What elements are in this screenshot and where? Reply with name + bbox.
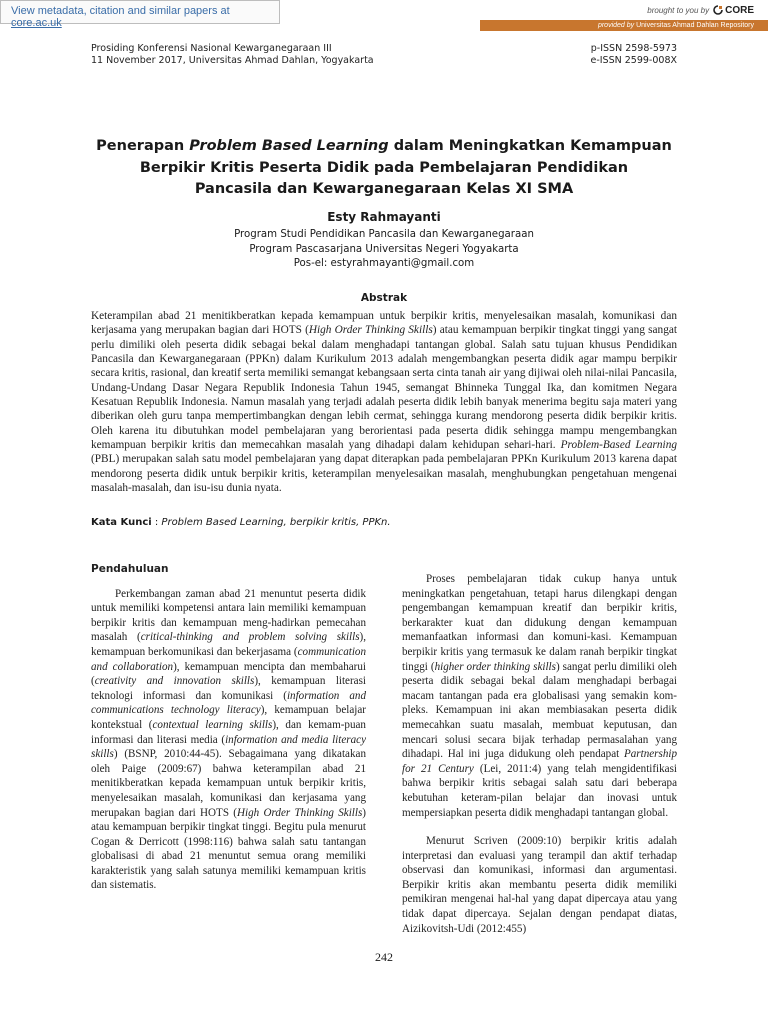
text-segment: ) (BSNP, 2010:44-45). Sebagaimana yang dikatakan oleh Paige (2009:67) bahwa keterampilan abad 21 menitikberatkan kepada kemampuan untuk berpikir kritis, menyelesaikan masalah, komunikasi dan kerjasama yang merupakan bagian dari HOTS ( <box>91 748 366 819</box>
text-segment: Perkembangan zaman abad 21 menuntut peserta didik untuk memiliki kompetensi antara lain memiliki kemampuan berpikir kritis dan kemampuan meng-hadirkan pemecahan masalah ( <box>91 587 366 644</box>
abstract-body <box>91 309 677 495</box>
abstract-italic-1: High Order Thinking Skills <box>308 324 433 337</box>
italic-segment: higher order thinking skills <box>434 660 556 673</box>
text-segment: Proses pembelajaran tidak cukup hanya untuk meningkatkan pengetahuan, tetapi harus dilengkapi dengan pengembangan kemampuan kreatif dan berpikir kritis, berkarakter kuat dan didukung dengan kemampuan memanfaatkan informasi dan komuni-kasi. Kemampuan berpikir kritis yang termasuk ke dalam ranah berpikir tingkat tinggi ( <box>402 573 677 673</box>
abstract-italic-2: Problem-Based Learning <box>560 439 677 452</box>
brought-by-text: brought to you by <box>647 5 710 15</box>
author-name: Esty Rahmayanti <box>327 210 441 224</box>
italic-segment: critical-thinking and problem solving skills <box>140 631 360 644</box>
repository-link[interactable]: Universitas Ahmad Dahlan Repository <box>636 22 754 29</box>
e-issn: e-ISSN 2599-008X <box>590 55 677 66</box>
core-logo-icon <box>713 5 723 15</box>
abstract-heading: Abstrak <box>360 292 408 304</box>
metadata-text <box>11 5 279 29</box>
italic-segment: Partnership for 21 Century <box>402 748 677 775</box>
title-italic: Problem Based Learning <box>189 138 389 154</box>
conference-date: 11 November 2017, Universitas Ahmad Dahlan, Yogyakarta <box>91 55 374 66</box>
metadata-box <box>0 0 280 29</box>
issn-info <box>590 43 677 67</box>
abstract-text-1: Keterampilan abad 21 menitikberatkan kepada kemampuan untuk berpikir kritis, menyelesaikan masalah, komunikasi dan kerjasama yang merupakan bagian dari HOTS ( <box>91 310 677 337</box>
title-line-2: Berpikir Kritis Peserta Didik pada Pembelajaran Pendidikan <box>139 159 629 176</box>
affiliation-1: Program Studi Pendidikan Pancasila dan Kewarganegaraan <box>234 229 534 240</box>
italic-segment: High Order Thinking Skills <box>237 806 363 819</box>
text-segment: ) atau kemampuan berpikir tingkat tinggi. Begitu pula menurut Cogan & Derricott (1998:116) bahwa salah satu tantangan globalisasi di abad 21 menuntut semua orang memiliki karakteristik yang salah satunya memiliki kemampuan kritis dan sistematis. <box>91 806 366 892</box>
keywords-text: Problem Based Learning, berpikir kritis, PPKn. <box>161 517 391 528</box>
page-number: 242 <box>375 950 393 964</box>
text-segment: ), dan kemam-puan informasi dan literasi media ( <box>91 718 366 746</box>
core-link[interactable]: core.ac.uk <box>11 17 62 29</box>
metadata-label: View metadata, citation and similar papers at <box>11 5 230 17</box>
provided-prefix: provided by <box>597 22 635 29</box>
title-post: dalam Meningkatkan Kemampuan <box>388 138 672 154</box>
core-logo-text: CORE <box>725 4 754 16</box>
text-segment: (Lei, 2011:4) yang telah mengidentifikasi bahwa berpikir kritis sebagai salah satu dari beberapa kebutuhan keteram-pilan belajar dan inovasi untuk mempersiapkan peserta didik menghadapi tantangan global. <box>402 762 678 819</box>
core-logo[interactable] <box>713 5 754 16</box>
body-paragraph <box>402 572 677 820</box>
italic-segment: information and communications technology literacy <box>91 689 366 717</box>
core-banner <box>0 0 768 30</box>
author-email: Pos-el: estyrahmayanti@gmail.com <box>293 258 475 269</box>
keywords-separator: : <box>151 517 162 528</box>
text-segment: ), kemampuan literasi teknologi informasi dan komunikasi ( <box>91 675 367 702</box>
body-paragraph: Menurut Scriven (2009:10) berpikir kritis adalah interpretasi dan evaluasi yang terampil dan aktif terhadap observasi dan komunikasi, informasi dan argumentasi. Berpikir kritis akan membantu peserta didik memiliki pemikiran mengenai hal-hal yang dapat dipercaya atau yang tidak dapat dipercaya. Sejalan dengan pendapat diatas, Aizikovitsh-Udi (2012:455) <box>402 835 677 935</box>
affiliation-2: Program Pascasarjana Universitas Negeri Yogyakarta <box>249 243 519 255</box>
italic-segment: creativity and innovation skills <box>94 675 255 688</box>
p-issn: p-ISSN 2598-5973 <box>590 43 677 54</box>
abstract-text-2: ) atau kemampuan berpikir tingkat tinggi yang sangat perlu dimiliki oleh peserta didik sebagai bekal dalam menghadapi tantangan global. Salah satu tujuan khusus Pendidikan Pancasila dan Kewarganegaraan (PPKn) dalam Kurikulum 2013 adalah mengembangkan peserta didik agar mampu berpikir secara kritis, rasional, dan kreatif serta memiliki semangat kebangsaan serta cinta tanah air yang dijiwai oleh nilai-nilai Pancasila, Undang-Undang Dasar Negara Republik Indonesia Tahun 1945, semangat Bhinneka Tunggal Ika, dan komitmen Negara Kesatuan Republik Indonesia. Namun masalah yang terjadi adalah peserta didik lebih banyak menerima begitu saja materi yang diberikan oleh guru tanpa mempertimbangkan dengan lebih cermat, sehingga kurang mendorong peserta didik berpikir kritis. Oleh karena itu dibutuhkan model pembelajaran yang berorientasi pada peserta didik sehingga mampu mengembangkan kemampuan berpikir kritis dan memecahkan masalah yang dihadapi dalam kehidupan sehari-hari. <box>91 324 677 452</box>
conference-name: Prosiding Konferensi Nasional Kewarganegaraan III <box>91 43 332 54</box>
text-segment: ), kemampuan berkomunikasi dan bekerjasama ( <box>91 631 366 658</box>
text-segment: ), kemampuan mencipta dan membaharui ( <box>91 660 367 688</box>
title-line-3: Pancasila dan Kewarganegaraan Kelas XI SMA <box>194 181 574 197</box>
intro-paragraph <box>91 587 366 893</box>
italic-segment: contextual learning skills <box>152 718 273 731</box>
title-line-1 <box>60 136 708 158</box>
title-pre: Penerapan <box>96 138 190 154</box>
abstract-text-3: (PBL) merupakan salah satu model pembelajaran yang dapat diterapkan pada pembelajaran PPKn Kurikulum 2013 karena dapat mendorong peserta didik untuk berpikir kritis, keterampilan menyelesaikan masalah, menghubungkan pengetahuan mengenai masalah-masalah, dan isu-isu dunia nyata. <box>91 453 677 495</box>
keywords <box>91 517 677 528</box>
provided-by-strip <box>480 20 768 31</box>
text-segment: ) sangat perlu dimiliki oleh peserta didik sebagai bekal dalam menghadapi berbagai macam tantangan pada era globalisasi yang semakin kom-pleks. Kemampuan ini akan membiasakan peserta didik memecahkan suatu masalah, membuat keputusan, dan mencari solusi secara bijak terhadap permasalahan yang dihadapi. Hal ini juga didukung oleh pendapat <box>402 660 677 761</box>
paper-title <box>60 136 708 201</box>
core-brand <box>647 0 768 20</box>
text-segment: ), kemampuan belajar kontekstual ( <box>91 704 366 731</box>
conference-info <box>91 43 374 67</box>
italic-segment: communication and collaboration <box>91 645 366 673</box>
keywords-label: Kata Kunci <box>91 517 152 528</box>
right-column <box>402 572 677 936</box>
left-column <box>91 562 366 893</box>
italic-segment: information and media literacy skills <box>91 733 366 761</box>
author-affiliation <box>60 228 708 272</box>
section-heading: Pendahuluan <box>91 563 169 575</box>
